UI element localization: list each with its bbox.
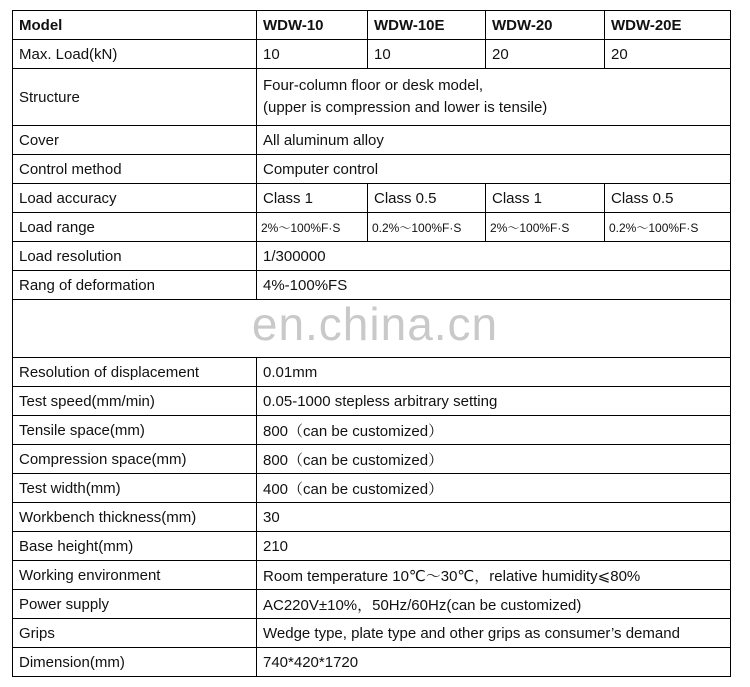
structure-line-2: (upper is compression and lower is tensile)	[263, 99, 548, 116]
cell-value: 10	[368, 40, 486, 69]
row-label: Grips	[13, 619, 257, 648]
table-row	[13, 126, 731, 155]
table-row	[13, 242, 731, 271]
row-label: Cover	[13, 126, 257, 155]
row-label: Structure	[13, 69, 257, 126]
table-row	[13, 445, 731, 474]
model-wdw-10: WDW-10	[257, 11, 368, 40]
cell-value: 740*420*1720	[257, 648, 731, 677]
cell-value	[257, 69, 731, 126]
cell-value: Computer control	[257, 155, 731, 184]
row-label: Base height(mm)	[13, 532, 257, 561]
cell-value: Class 1	[486, 184, 605, 213]
cell-value: 0.2%～100%F·S	[368, 213, 486, 242]
row-label: Load resolution	[13, 242, 257, 271]
table-row	[13, 416, 731, 445]
cell-value: AC220V±10%，50Hz/60Hz(can be customized)	[257, 590, 731, 619]
table-row	[13, 532, 731, 561]
cell-value: Class 1	[257, 184, 368, 213]
cell-value: 10	[257, 40, 368, 69]
cell-value: 2%～100%F·S	[486, 213, 605, 242]
row-label: Max. Load(kN)	[13, 40, 257, 69]
row-label: Rang of deformation	[13, 271, 257, 300]
cell-value: 20	[605, 40, 731, 69]
table-row	[13, 387, 731, 416]
row-label: Control method	[13, 155, 257, 184]
row-label: Tensile space(mm)	[13, 416, 257, 445]
cell-value: 800（can be customized）	[257, 416, 731, 445]
cell-value: 400（can be customized）	[257, 474, 731, 503]
cell-value: 0.01mm	[257, 358, 731, 387]
row-label: Load accuracy	[13, 184, 257, 213]
table-row	[13, 561, 731, 590]
cell-value: 210	[257, 532, 731, 561]
row-label: Resolution of displacement	[13, 358, 257, 387]
cell-value: All aluminum alloy	[257, 126, 731, 155]
cell-value: 20	[486, 40, 605, 69]
table-row	[13, 271, 731, 300]
table-row	[13, 69, 731, 126]
row-label: Working environment	[13, 561, 257, 590]
row-label: Test speed(mm/min)	[13, 387, 257, 416]
cell-value: 4%-100%FS	[257, 271, 731, 300]
cell-value: Wedge type, plate type and other grips as consumer’s demand	[257, 619, 731, 648]
watermark: en.china.cn	[251, 298, 499, 350]
table-row	[13, 155, 731, 184]
table-row	[13, 40, 731, 69]
table-row	[13, 503, 731, 532]
row-label: Power supply	[13, 590, 257, 619]
cell-value: Room temperature 10℃～30℃，relative humidity⩽80%	[257, 561, 731, 590]
row-label: Test width(mm)	[13, 474, 257, 503]
model-wdw-20e: WDW-20E	[605, 11, 731, 40]
cell-value: 30	[257, 503, 731, 532]
cell-value: 800（can be customized）	[257, 445, 731, 474]
row-label: Compression space(mm)	[13, 445, 257, 474]
cell-value: 1/300000	[257, 242, 731, 271]
model-wdw-20: WDW-20	[486, 11, 605, 40]
table-row	[13, 648, 731, 677]
cell-value: 0.2%～100%F·S	[605, 213, 731, 242]
table-row	[13, 184, 731, 213]
table-row	[13, 590, 731, 619]
cell-value: Class 0.5	[368, 184, 486, 213]
row-label: Workbench thickness(mm)	[13, 503, 257, 532]
cell-value: 0.05-1000 stepless arbitrary setting	[257, 387, 731, 416]
model-wdw-10e: WDW-10E	[368, 11, 486, 40]
table-row	[13, 619, 731, 648]
row-label: Load range	[13, 213, 257, 242]
cell-value: Class 0.5	[605, 184, 731, 213]
spec-rows	[13, 358, 731, 677]
table-row	[13, 358, 731, 387]
cell-value: 2%～100%F·S	[257, 213, 368, 242]
header-label: Model	[13, 11, 257, 40]
structure-line-1: Four-column floor or desk model,	[263, 77, 484, 94]
row-label: Dimension(mm)	[13, 648, 257, 677]
table-row	[13, 474, 731, 503]
table-row	[13, 213, 731, 242]
header-row	[13, 11, 731, 40]
